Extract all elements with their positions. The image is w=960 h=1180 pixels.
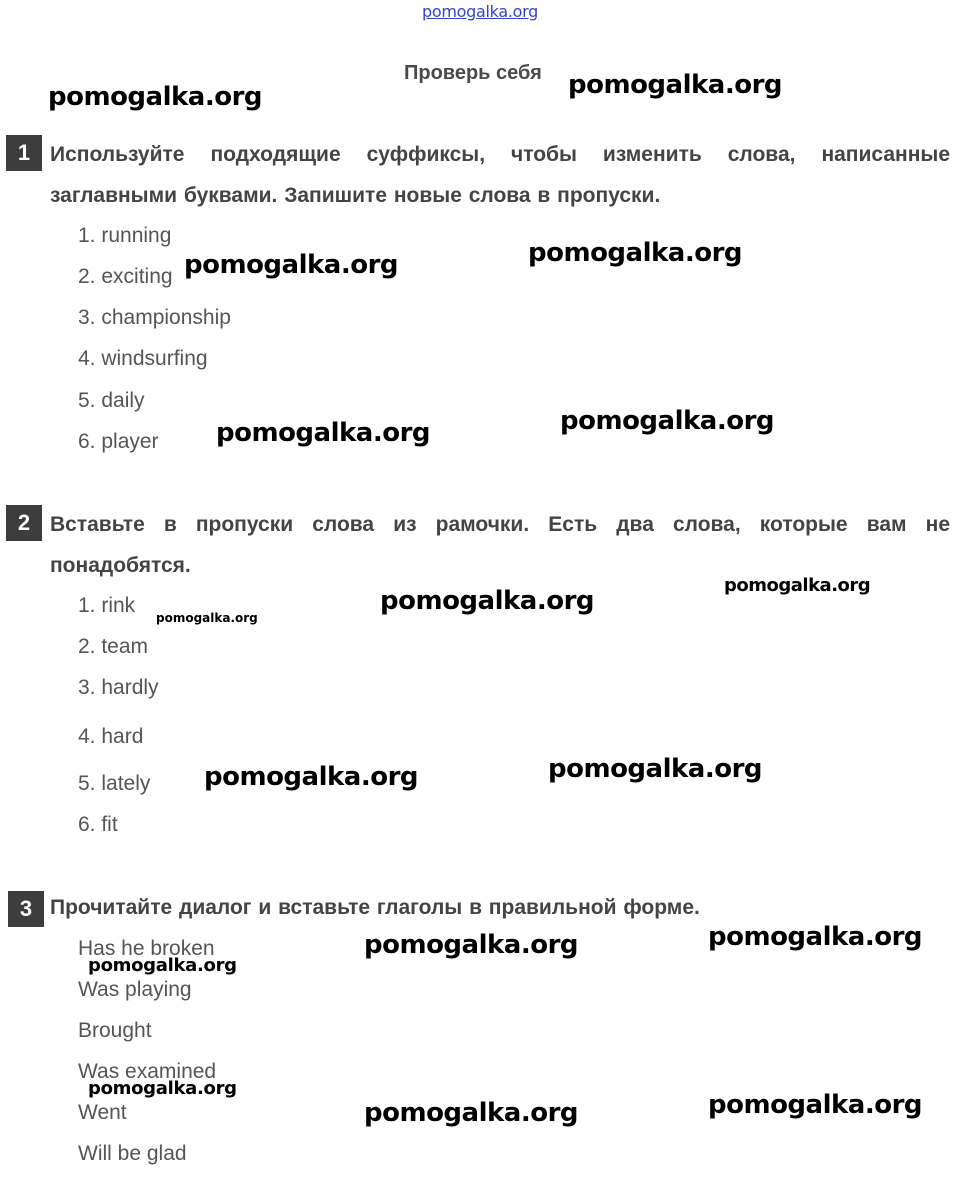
- watermark: pomogalka.org: [380, 586, 595, 616]
- watermark: pomogalka.org: [548, 754, 763, 784]
- exercise-1-answer: 1. running: [78, 224, 172, 247]
- exercise-1-answer: 3. championship: [78, 306, 231, 329]
- watermark: pomogalka.org: [560, 406, 775, 436]
- watermark: pomogalka.org: [708, 922, 923, 952]
- exercise-2-instruction: Вставьте в пропуски слова из рамочки. Есть два слова, которые вам не понадобятся.: [50, 513, 950, 577]
- watermark: pomogalka.org: [708, 1090, 923, 1120]
- exercise-3-instruction: Прочитайте диалог и вставьте глаголы в правильной форме.: [50, 896, 700, 919]
- watermark: pomogalka.org: [204, 762, 419, 792]
- page-title: Проверь себя: [404, 62, 542, 84]
- exercise-1-answer: 4. windsurfing: [78, 347, 208, 370]
- exercise-1-answer: 6. player: [78, 430, 159, 453]
- exercise-2-number-badge: 2: [6, 505, 42, 541]
- watermark: pomogalka.org: [364, 1098, 579, 1128]
- exercise-2-answer: 1. rink: [78, 594, 136, 617]
- watermark: pomogalka.org: [156, 611, 258, 625]
- watermark: pomogalka.org: [216, 418, 431, 448]
- exercise-3-answer: Was playing: [78, 978, 192, 1001]
- top-link[interactable]: pomogalka.org: [422, 2, 538, 21]
- watermark: pomogalka.org: [568, 70, 783, 100]
- exercise-3-answer: Will be glad: [78, 1142, 187, 1165]
- exercise-2-answer: 6. fit: [78, 813, 118, 836]
- exercise-2-answer: 4. hard: [78, 725, 144, 748]
- watermark: pomogalka.org: [528, 238, 743, 268]
- exercise-3-number-badge: 3: [8, 891, 44, 927]
- watermark: pomogalka.org: [88, 955, 237, 976]
- exercise-3-answer: Was examined: [78, 1060, 217, 1083]
- exercise-1-number-badge: 1: [6, 135, 42, 171]
- exercise-1-answer: 5. daily: [78, 389, 145, 412]
- exercise-3-answer: Went: [78, 1101, 127, 1124]
- watermark: pomogalka.org: [184, 250, 399, 280]
- watermark: pomogalka.org: [88, 1078, 237, 1099]
- exercise-2-answer: 5. lately: [78, 772, 151, 795]
- exercise-2-answer: 3. hardly: [78, 676, 159, 699]
- exercise-1-instruction: Используйте подходящие суффиксы, чтобы изменить слова, написанные заглавными буквами. Запишите новые слова в пропуски.: [50, 143, 950, 207]
- exercise-1-answer: 2. exciting: [78, 265, 173, 288]
- exercise-3-answer: Has he broken: [78, 937, 215, 960]
- watermark: pomogalka.org: [364, 930, 579, 960]
- exercise-2-answer: 2. team: [78, 635, 149, 658]
- watermark: pomogalka.org: [48, 82, 263, 112]
- watermark: pomogalka.org: [724, 575, 871, 596]
- exercise-3-answer: Brought: [78, 1019, 152, 1042]
